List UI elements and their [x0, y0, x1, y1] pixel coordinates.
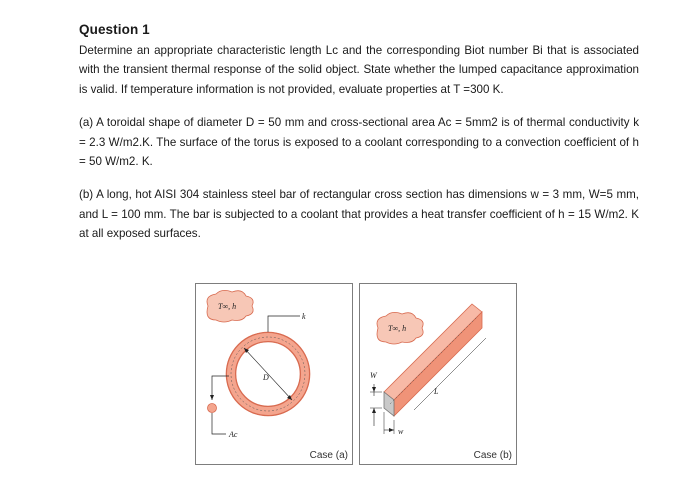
figure-case-a: [195, 283, 353, 465]
conductivity-leader: [268, 312, 306, 332]
figure-case-b: [359, 283, 517, 465]
height-dimension: [370, 371, 382, 426]
question-part-b: (b) A long, hot AISI 304 stainless steel bar of rectangular cross section has dimensions w = 3 mm, W=5 mm, and L = 100 mm. The bar is subjected to a coolant that provides a heat transfer coefficient of h = 15 W/m2. K at all exposed surfaces.: [79, 188, 639, 241]
question-title: Question 1: [79, 22, 150, 37]
figures: [195, 283, 525, 465]
caption-case-a: Case (a): [309, 450, 348, 461]
badge-text-b: T∞, h: [388, 324, 407, 333]
torus-diagram: [196, 284, 352, 464]
label-w: w: [398, 427, 404, 436]
caption-case-b: Case (b): [473, 450, 512, 461]
coolant-badge-b: [377, 312, 423, 344]
label-L: L: [434, 387, 439, 396]
bar-diagram: [360, 284, 516, 464]
label-D: D: [263, 373, 269, 382]
coolant-badge-a: [207, 290, 253, 322]
label-k: k: [302, 312, 306, 321]
label-W: W: [370, 371, 377, 380]
question-page: [79, 22, 639, 244]
question-intro: Determine an appropriate characteristic length Lᴄ and the corresponding Biot number Bi that is associated with the transient thermal response of the solid object. State whether the lumped capacitance approximation is valid. If temperature information is not provided, evaluate properties at T =300 K.: [79, 44, 639, 96]
question-part-a: (a) A toroidal shape of diameter D = 50 mm and cross-sectional area Ac = 5mm2 is of thermal conductivity k = 2.3 W/m2.K. The surface of the torus is exposed to a coolant corresponding to a convection coefficient of h = 50 W/m2. K.: [79, 116, 639, 169]
label-Ac: Ac: [229, 430, 238, 439]
badge-text-a: T∞, h: [218, 302, 237, 311]
